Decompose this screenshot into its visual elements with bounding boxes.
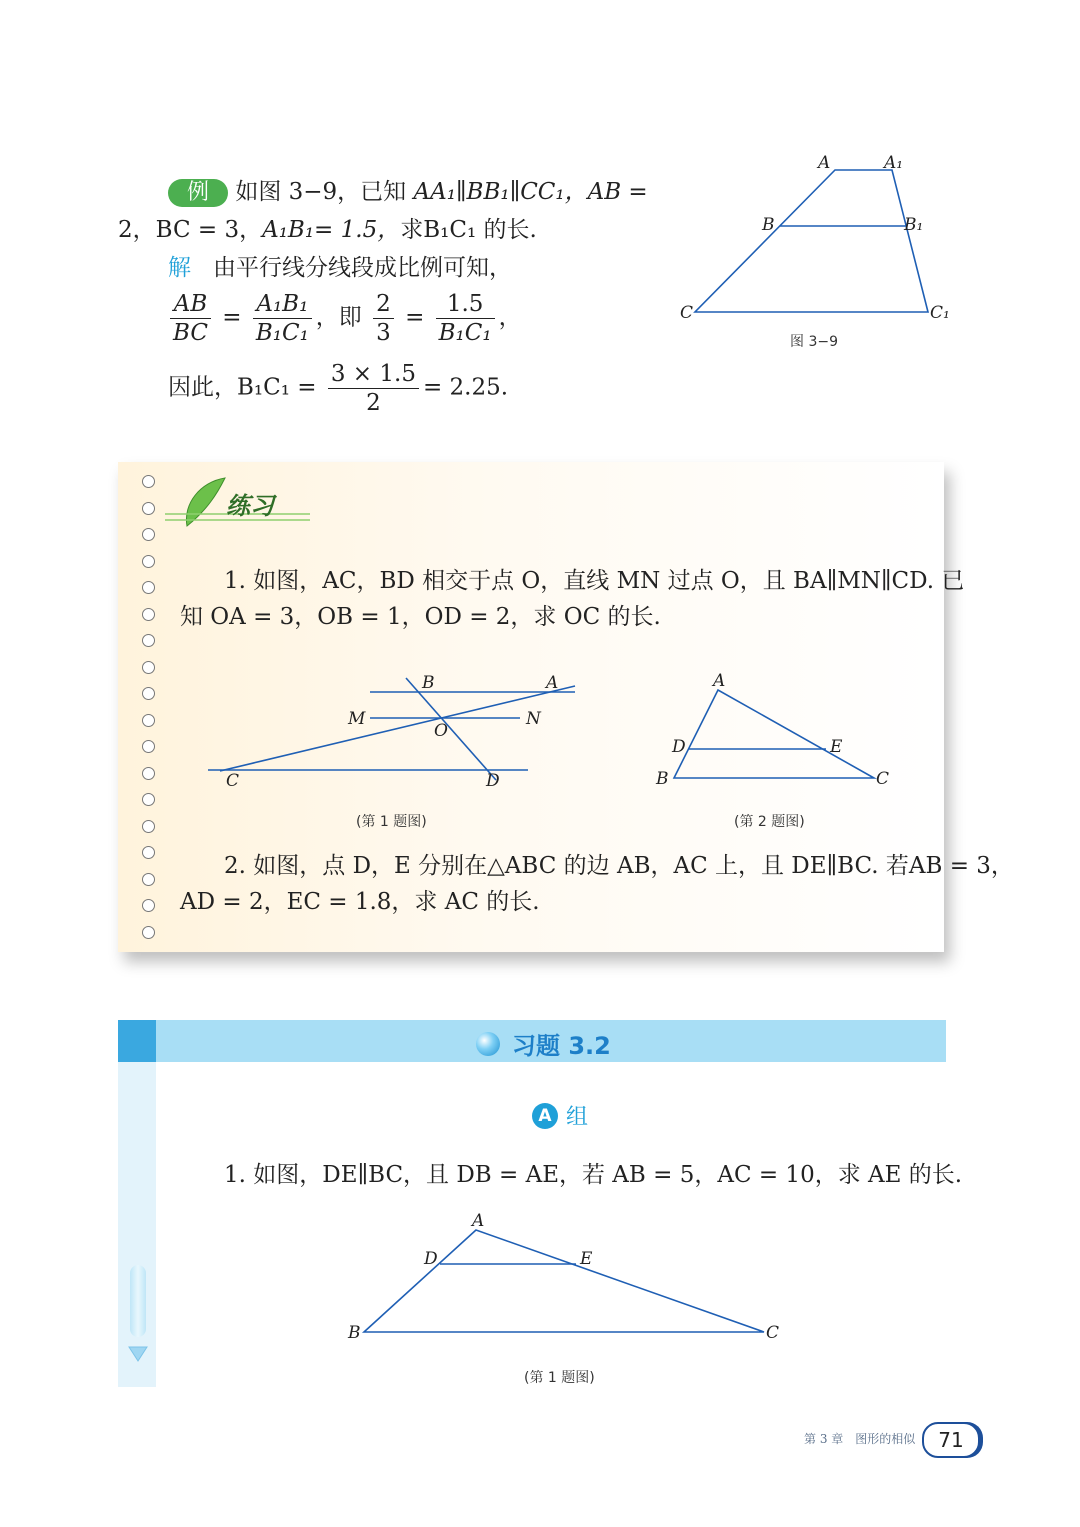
- exercise-figure-1: [340, 1208, 790, 1348]
- scroll-down-arrow-icon[interactable]: [128, 1346, 148, 1362]
- group-label: 组: [566, 1105, 589, 1130]
- label-C: C: [766, 1323, 780, 1343]
- example-line2-a: 2，BC = 3，: [118, 217, 263, 243]
- notebook-ring: [142, 793, 155, 806]
- label-D: D: [672, 737, 686, 757]
- solution-label: 解: [168, 255, 191, 281]
- practice-q1-line2: 知 OA = 3，OB = 1，OD = 2，求 OC 的长.: [180, 604, 661, 630]
- notebook-ring: [142, 528, 155, 541]
- label-A1: A₁: [884, 153, 904, 173]
- group-badge: A: [532, 1103, 558, 1129]
- fraction-a1b1-b1c1: $\frac{\text{A₁B₁}}{\text{B₁C₁}}$: [253, 290, 312, 347]
- exercises-title: 习题 3.2: [512, 1032, 611, 1060]
- scrollbar-thumb[interactable]: [130, 1265, 146, 1337]
- notebook-ring: [142, 846, 155, 859]
- figure-3-9-caption: 图 3−9: [790, 334, 838, 350]
- line-ac: [220, 686, 575, 771]
- fraction-result: $\frac{3 \times 1.5}{2}$: [328, 360, 419, 417]
- notebook-ring: [142, 820, 155, 833]
- practice-q1-line1: 1. 如图，AC，BD 相交于点 O，直线 MN 过点 O，且 BA∥MN∥CD. 已: [224, 568, 965, 594]
- label-E: E: [830, 737, 843, 757]
- label-D: D: [486, 771, 500, 791]
- result-line: [168, 360, 508, 417]
- triangle-abc: [674, 690, 874, 778]
- label-C: C: [876, 769, 890, 789]
- notebook-ring: [142, 873, 155, 886]
- fraction-2-3: $\frac{2}{3}$: [373, 290, 394, 347]
- ji-text: ，即: [315, 304, 362, 331]
- footer-chapter: 第 3 章 图形的相似: [804, 1432, 916, 1446]
- notebook-ring: [142, 634, 155, 647]
- practice-figure-2: [650, 668, 900, 798]
- globe-icon: [476, 1032, 500, 1056]
- label-B: B: [348, 1323, 361, 1343]
- notebook-ring: [142, 926, 155, 939]
- example-line1-b: AA₁∥BB₁∥CC₁，AB =: [413, 179, 648, 205]
- fraction-1.5-b1c1: $\frac{1.5}{\text{B₁C₁}}$: [436, 290, 495, 347]
- notebook-ring: [142, 714, 155, 727]
- label-B: B: [762, 215, 775, 235]
- label-B: B: [656, 769, 669, 789]
- example-line2-b: A₁B₁= 1.5，: [262, 217, 401, 243]
- notebook-ring: [142, 608, 155, 621]
- figure-3-9: [670, 150, 960, 360]
- practice-q2-line1: 2. 如图，点 D，E 分别在△ABC 的边 AB，AC 上，且 DE∥BC. 若AB = 3，: [224, 853, 1014, 879]
- result-value: = 2.25.: [422, 374, 509, 401]
- exercise-figure-1-caption: (第 1 题图): [524, 1370, 595, 1386]
- page-number: 71: [938, 1428, 964, 1452]
- label-B1: B₁: [904, 215, 924, 235]
- group-heading: [532, 1100, 588, 1131]
- label-A: A: [472, 1211, 485, 1231]
- line-bd: [406, 678, 496, 780]
- label-N: N: [526, 709, 541, 729]
- label-A: A: [818, 153, 831, 173]
- notebook-ring: [142, 581, 155, 594]
- notebook-ring: [142, 475, 155, 488]
- page-number-badge: [922, 1422, 980, 1458]
- solution-line: [168, 252, 512, 284]
- label-C: C: [680, 303, 694, 323]
- exercise-q1: 1. 如图，DE∥BC，且 DB = AE，若 AB = 5，AC = 10，求 AE 的长.: [224, 1162, 963, 1188]
- notebook-ring: [142, 687, 155, 700]
- label-E: E: [580, 1249, 593, 1269]
- label-A: A: [546, 673, 559, 693]
- practice-figure-2-caption: (第 2 题图): [734, 814, 805, 830]
- example-line2-c: 求B₁C₁ 的长.: [400, 217, 537, 243]
- notebook-ring: [142, 767, 155, 780]
- practice-q2-line2: AD = 2，EC = 1.8，求 AC 的长.: [180, 889, 540, 915]
- proportion-line: $\frac{AB}{BC}$ = $\frac{\text{A₁B₁}}{\text{B₁C₁}}$ ，即 $\frac{2}{3}$ = $\frac{1.5}{\text{B₁C₁}}$ ，: [166, 290, 522, 347]
- label-O: O: [434, 721, 448, 741]
- trapezoid: [695, 170, 928, 312]
- notebook-ring: [142, 661, 155, 674]
- example-line-1: [168, 176, 648, 208]
- practice-figure-1: [200, 668, 590, 798]
- example-badge: 例: [168, 179, 228, 207]
- notebook-ring: [142, 502, 155, 515]
- fraction-ab-bc: $\frac{AB}{BC}$: [170, 290, 211, 347]
- label-B: B: [422, 673, 435, 693]
- label-D: D: [424, 1249, 438, 1269]
- exercises-title-wrap: [476, 1026, 611, 1061]
- exercises-side-strip: [118, 1062, 156, 1387]
- practice-title: 练习: [226, 492, 274, 520]
- example-line1-a: 如图 3−9，已知: [235, 179, 414, 205]
- notebook-ring: [142, 555, 155, 568]
- triangle-abc: [364, 1230, 764, 1332]
- example-line-2: [118, 214, 537, 246]
- label-A: A: [713, 671, 726, 691]
- label-M: M: [348, 709, 366, 729]
- yinci-text: 因此，B₁C₁ =: [168, 374, 317, 401]
- exercises-header-square: [118, 1020, 156, 1062]
- notebook-ring: [142, 899, 155, 912]
- notebook-ring: [142, 740, 155, 753]
- solution-text: 由平行线分线段成比例可知，: [212, 255, 512, 281]
- practice-figure-1-caption: (第 1 题图): [356, 814, 427, 830]
- label-C1: C₁: [930, 303, 950, 323]
- label-C: C: [226, 771, 240, 791]
